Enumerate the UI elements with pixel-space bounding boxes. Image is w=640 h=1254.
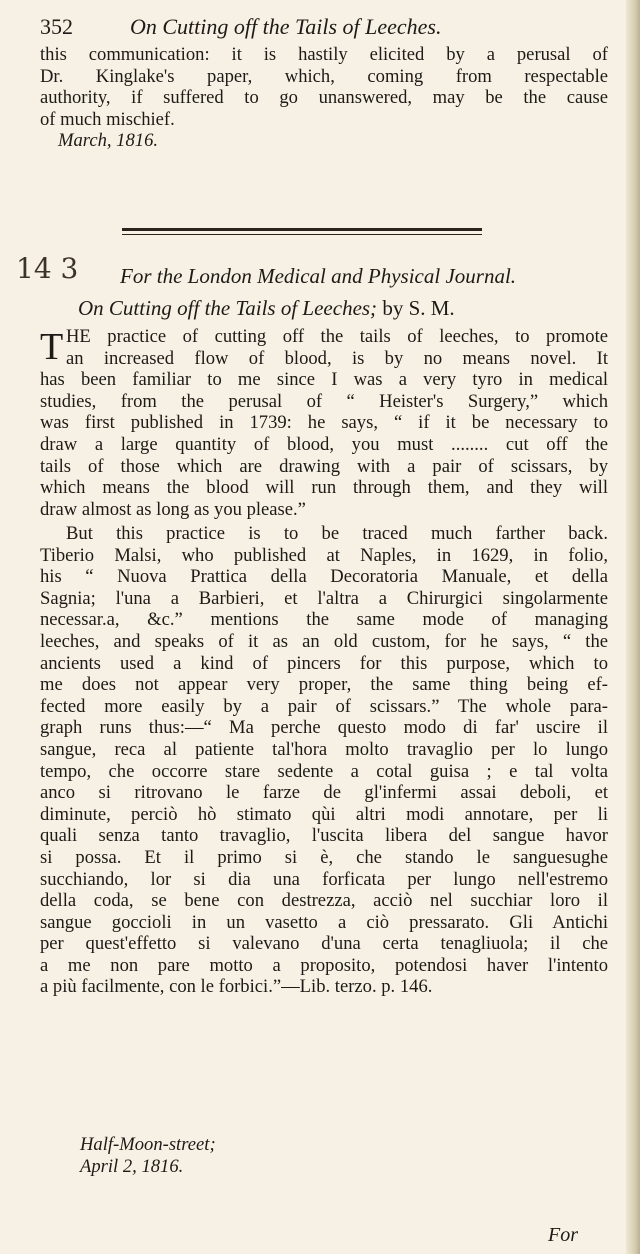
- text-line: ancients used a kind of pincers for this purpose, which to: [40, 652, 608, 674]
- text-line: per quest'effetto si valevano d'una certa tenagliuola; il che: [40, 933, 608, 955]
- signature-date: April 2, 1816.: [80, 1156, 184, 1177]
- text-line: an increased flow of blood, is by no means novel. It: [66, 347, 608, 369]
- article-title: [78, 296, 455, 321]
- text-line: draw almost as long as you please.”: [40, 498, 306, 520]
- text-line: studies, from the perusal of “ Heister's Surgery,” which: [40, 390, 608, 412]
- text-line: HE practice of cutting off the tails of leeches, to promote: [66, 326, 608, 347]
- text-line: was first published in 1739: he says, “ if it be necessary to: [40, 412, 608, 434]
- article-title-text: On Cutting off the Tails of Leeches;: [78, 296, 378, 320]
- text-line: tails of those which are drawing with a pair of scissars, by: [40, 455, 608, 477]
- text-line: this communication: it is hastily elicited by a perusal of: [40, 44, 608, 65]
- text-line: a me non pare motto a proposito, potendosi haver l'intento: [40, 954, 608, 976]
- text-line: Sagnia; l'una a Barbieri, et l'altra a Chirurgici singolarmente: [40, 587, 608, 609]
- text-line: tempo, che occorre stare sedente a cotal guisa ; e tal volta: [40, 760, 608, 782]
- page-number: 352: [40, 14, 73, 39]
- section-divider-thick: [122, 228, 482, 231]
- text-line: sangue goccioli in un vasetto a ciò pressarato. Gli Antichi: [40, 911, 608, 933]
- running-header: [40, 14, 610, 42]
- article-byline: by S. M.: [382, 296, 455, 320]
- text-line: necessar.a, &c.” mentions the same mode of managing: [40, 609, 608, 631]
- signature-block: [80, 1134, 216, 1178]
- text-line: succhiando, lor si dia una forficata per lungo nell'estremo: [40, 868, 608, 890]
- handwritten-margin-mark: 14 3: [16, 252, 79, 285]
- page-edge-shadow: [626, 0, 640, 1254]
- text-line: of much mischief.: [40, 108, 175, 130]
- paragraph-2: [40, 523, 608, 998]
- drop-cap: T: [40, 326, 64, 368]
- text-line: anco si ritrovano le farze de gl'infermi assai deboli, et: [40, 782, 608, 804]
- section-divider-thin: [122, 234, 482, 235]
- text-line: authority, if suffered to go unanswered, may be the cause: [40, 87, 608, 109]
- text-line: draw a large quantity of blood, you must ........ cut off the: [40, 433, 608, 455]
- catchword: For: [548, 1224, 578, 1246]
- text-line: a più facilmente, con le forbici.”—Lib. terzo. p. 146.: [40, 976, 433, 998]
- text-line: his “ Nuova Prattica della Decoratoria Manuale, et della: [40, 566, 608, 588]
- signature-address: Half-Moon-street;: [80, 1134, 216, 1155]
- text-line: graph runs thus:—“ Ma perche questo modo di far' uscire il: [40, 717, 608, 739]
- text-line: fected more easily by a pair of scissars.” The whole para-: [40, 695, 608, 717]
- journal-heading: For the London Medical and Physical Journal.: [120, 264, 517, 288]
- text-line: Tiberio Malsi, who published at Naples, in 1629, in folio,: [40, 544, 608, 566]
- date-line: March, 1816.: [58, 130, 159, 152]
- text-line: quali senza tanto travaglio, l'uscita libera del sangue havor: [40, 825, 608, 847]
- text-line: si possa. Et il primo si è, che stando le sanguesughe: [40, 846, 608, 868]
- text-line: which means the blood will run through them, and they will: [40, 477, 608, 499]
- text-line: diminute, perciò hò stimato qùi altri modi annotare, per li: [40, 803, 608, 825]
- text-line: me does not appear very proper, the same thing being ef-: [40, 674, 608, 696]
- text-line: has been familiar to me since I was a very tyro in medical: [40, 369, 608, 391]
- text-line: But this practice is to be traced much farther back.: [66, 523, 608, 544]
- text-line: leeches, and speaks of it as an old custom, for he says, “ the: [40, 630, 608, 652]
- text-line: sangue, reca al patiente tal'hora molto travaglio per lo lungo: [40, 738, 608, 760]
- paragraph-1: [40, 326, 608, 520]
- intro-paragraph: [40, 44, 608, 152]
- text-line: della coda, se bene con destrezza, acciò nel succhiar loro il: [40, 890, 608, 912]
- text-line: Dr. Kinglake's paper, which, coming from respectable: [40, 65, 608, 87]
- running-title: On Cutting off the Tails of Leeches.: [130, 14, 442, 39]
